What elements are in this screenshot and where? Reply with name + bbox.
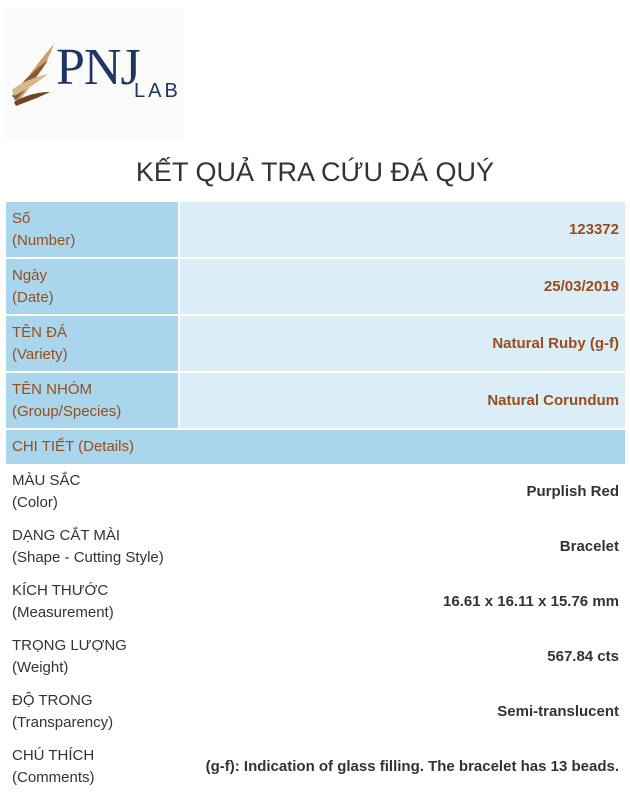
details-header-row [6,429,625,464]
label-vi: TÊN NHÓM [12,380,92,398]
table-row [6,519,625,574]
label-en: (Shape - Cutting Style) [12,548,164,566]
logo-brand: PNJ [56,39,140,96]
page-title: KẾT QUẢ TRA CỨU ĐÁ QUÝ [135,157,495,187]
label-en: (Weight) [12,658,69,676]
pnj-lab-logo [4,8,184,140]
value-date: 25/03/2019 [179,258,625,315]
label-en: (Date) [12,288,54,306]
label-vi: ĐỘ TRONG [12,691,93,709]
label-en: (Number) [12,231,76,249]
label-vi: KÍCH THƯỚC [12,581,109,599]
table-row [6,629,625,684]
value-color: Purplish Red [526,482,619,500]
value-weight: 567.84 cts [547,647,619,665]
value-variety: Natural Ruby (g-f) [179,315,625,372]
label-en: (Group/Species) [12,402,122,420]
label-en: (Measurement) [12,603,114,621]
label-vi: DẠNG CẮT MÀI [12,526,121,544]
label-vi: TÊN ĐÁ [12,323,68,341]
table-row [6,739,625,794]
label-vi: Số [12,209,31,227]
logo-sub: LAB [134,80,181,102]
label-en: (Color) [12,493,58,511]
value-comments: (g-f): Indication of glass filling. The bracelet has 13 beads. [205,757,619,775]
pnj-feather-icon [8,38,58,110]
label-vi: TRỌNG LƯỢNG [12,636,127,654]
details-header: CHI TIẾT (Details) [6,429,625,464]
label-vi: Ngày [12,266,48,284]
value-shape: Bracelet [559,537,619,555]
label-en: (Transparency) [12,713,114,731]
label-en: (Variety) [12,345,68,363]
table-row [6,684,625,739]
label-vi: CHÚ THÍCH [12,746,95,764]
value-measurement: 16.61 x 16.11 x 15.76 mm [443,592,619,610]
value-transparency: Semi-translucent [497,702,619,720]
label-vi: MÀU SẮC [12,471,81,489]
table-row [6,258,625,315]
table-row [6,372,625,429]
table-row [6,202,625,258]
table-row [6,574,625,629]
value-group: Natural Corundum [179,372,625,429]
value-number: 123372 [179,202,625,258]
table-row [6,315,625,372]
label-en: (Comments) [12,768,95,786]
result-table [6,202,625,794]
table-row [6,464,625,519]
